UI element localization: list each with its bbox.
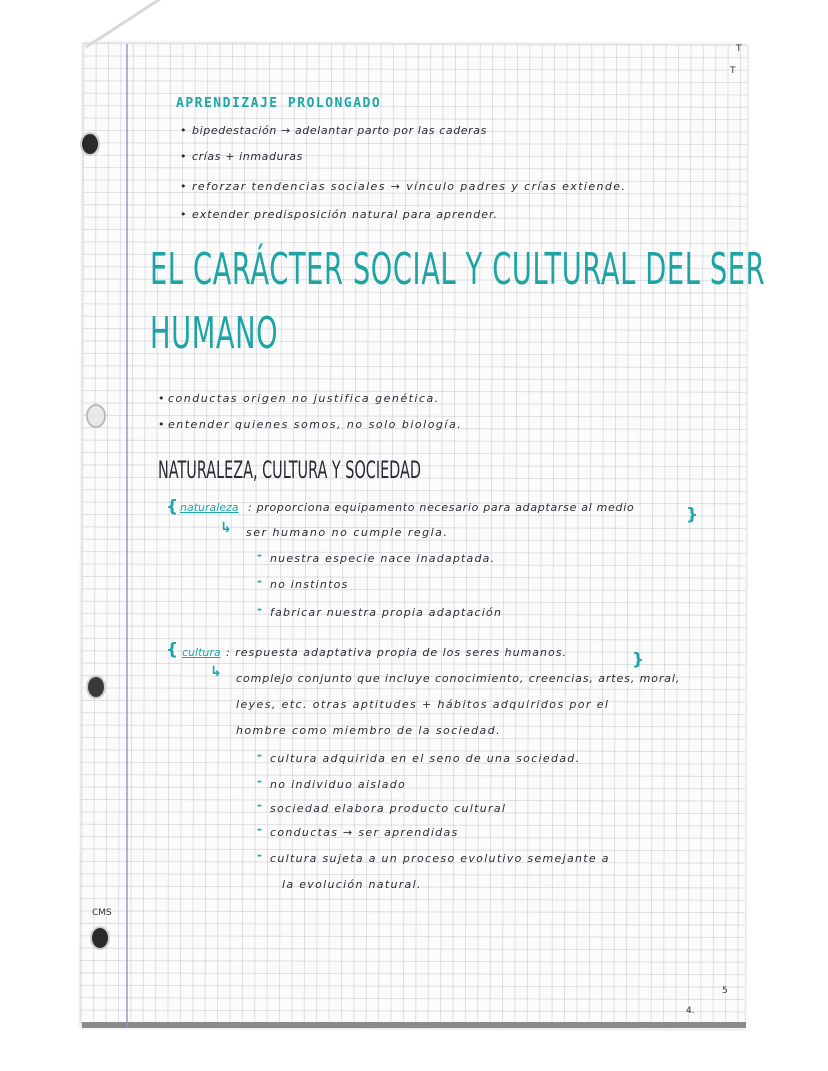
punch-hole — [80, 132, 100, 156]
header-bullet: reforzar tendencias sociales → vínculo padres y crías extiende. — [192, 180, 627, 193]
naturaleza-point: fabricar nuestra propia adaptación — [270, 606, 503, 619]
arrow-icon: ↳ — [220, 520, 232, 536]
header-bullet: extender predisposición natural para aprender. — [192, 208, 498, 221]
cultura-point: sociedad elabora producto cultural — [270, 802, 507, 815]
cultura-sub: complejo conjunto que incluye conocimiento, creencias, artes, moral, — [236, 672, 681, 685]
cultura-definition: : respuesta adaptativa propia de los seres humanos. — [226, 646, 567, 659]
bracket-icon: } — [686, 505, 699, 525]
term-cultura: cultura — [182, 646, 221, 659]
corner-mark: T — [736, 44, 742, 54]
dash-icon: - — [257, 848, 262, 862]
intro-bullet: entender quienes somos, no solo biología. — [168, 418, 463, 431]
main-title-line2: HUMANO — [150, 308, 279, 359]
bullet-dot: • — [180, 150, 187, 163]
corner-mark: 5 — [722, 986, 728, 996]
naturaleza-definition: : proporciona equipamento necesario para adaptarse al medio — [248, 501, 635, 514]
cultura-point: cultura adquirida en el seno de una sociedad. — [270, 752, 581, 765]
bracket-icon: } — [632, 650, 645, 670]
header-bullet: crías + inmaduras — [192, 150, 303, 163]
dash-icon: - — [257, 822, 262, 836]
page-number: 4. — [686, 1006, 695, 1016]
bullet-dot: • — [180, 208, 187, 221]
section-title: NATURALEZA, CULTURA Y SOCIEDAD — [158, 456, 421, 484]
term-naturaleza: naturaleza — [180, 501, 239, 514]
bullet-dot: • — [158, 418, 165, 431]
dash-icon: - — [257, 574, 262, 588]
naturaleza-sub: ser humano no cumple regla. — [246, 526, 449, 539]
cultura-point: no individuo aislado — [270, 778, 407, 791]
cms-mark: CMS — [92, 908, 112, 918]
punch-hole — [86, 404, 106, 428]
bracket-icon: { — [166, 497, 179, 517]
bullet-dot: • — [180, 124, 187, 137]
header-bullet: bipedestación → adelantar parto por las caderas — [192, 124, 487, 137]
bullet-dot: • — [180, 180, 187, 193]
punch-hole — [90, 926, 110, 950]
naturaleza-point: no instintos — [270, 578, 349, 591]
dash-icon: - — [257, 748, 262, 762]
naturaleza-point: nuestra especie nace inadaptada. — [270, 552, 496, 565]
cultura-point: cultura sujeta a un proceso evolutivo semejante a — [270, 852, 610, 865]
cultura-sub: hombre como miembro de la sociedad. — [236, 724, 501, 737]
page-bottom-edge — [82, 1022, 746, 1028]
header-title: APRENDIZAJE PROLONGADO — [176, 96, 382, 111]
dash-icon: - — [257, 798, 262, 812]
bullet-dot: • — [158, 392, 165, 405]
cultura-sub: leyes, etc. otras aptitudes + hábitos adquiridos por el — [236, 698, 610, 711]
dash-icon: - — [257, 602, 262, 616]
intro-bullet: conductas origen no justifica genética. — [168, 392, 440, 405]
main-title-line1: EL CARÁCTER SOCIAL Y CULTURAL DEL SER — [150, 244, 766, 295]
arrow-icon: ↳ — [210, 664, 222, 680]
cultura-last-line: la evolución natural. — [282, 878, 422, 891]
corner-mark: T — [730, 66, 736, 76]
dash-icon: - — [257, 774, 262, 788]
bracket-icon: { — [166, 640, 179, 660]
cultura-point: conductas → ser aprendidas — [270, 826, 459, 839]
punch-hole — [86, 675, 106, 699]
dash-icon: - — [257, 548, 262, 562]
margin-line — [126, 44, 128, 1028]
